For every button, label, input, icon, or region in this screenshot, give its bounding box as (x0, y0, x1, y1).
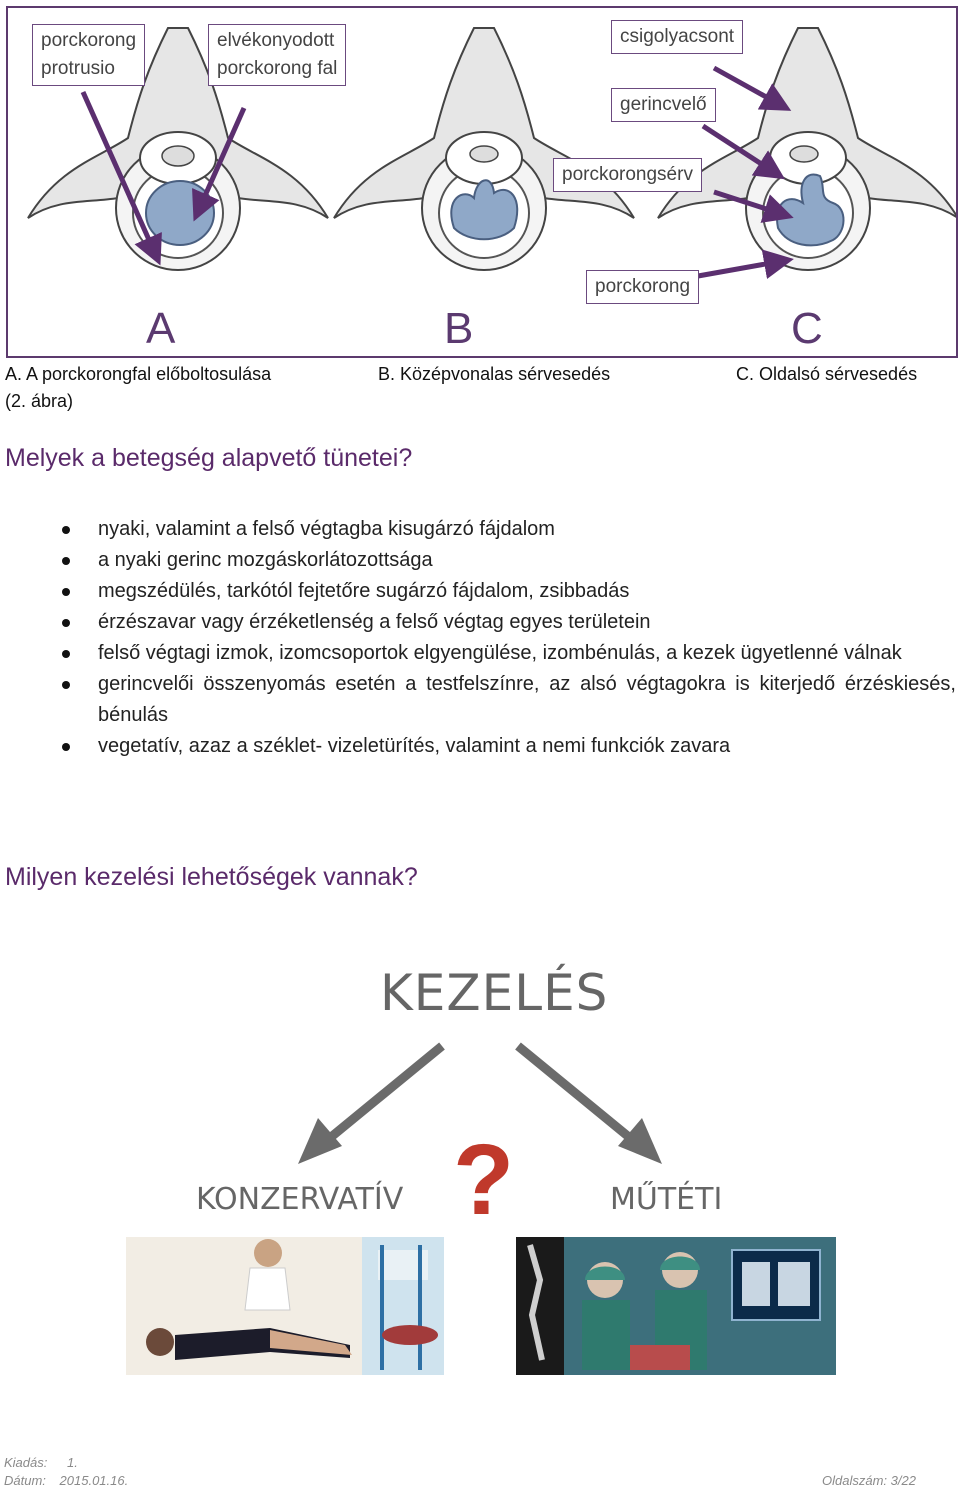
surgery-photo (516, 1237, 836, 1375)
footer-date (4, 1473, 128, 1488)
symptom-item: felső végtagi izmok, izomcsoportok elgyengülése, izombénulás, a kezek ügyetlenné válnak (60, 638, 956, 669)
callout-disc: porckorong (586, 270, 699, 304)
symptom-item: érzészavar vagy érzéketlenség a felső végtag egyes területein (60, 607, 956, 638)
symptom-item: gerincvelői összenyomás esetén a testfelszínre, az alsó végtagokra is kiterjedő érzéskiesés, bénulás (60, 669, 956, 731)
label-surgical: MŰTÉTI (610, 1182, 723, 1217)
caption-b: B. Középvonalas sérvesedés (378, 364, 611, 384)
label-conservative: KONZERVATÍV (196, 1182, 404, 1217)
caption-a: A. A porckorongfal előboltosulása (5, 364, 272, 384)
issue-value: 1. (67, 1455, 78, 1470)
treatment-heading: Milyen kezelési lehetőségek vannak? (5, 863, 418, 891)
question-mark-icon: ? (453, 1124, 515, 1236)
label-c: C (791, 304, 823, 353)
callout-hernia: porckorongsérv (553, 158, 702, 192)
symptom-item: nyaki, valamint a felső végtagba kisugárzó fájdalom (60, 514, 956, 545)
spine-figure (6, 6, 958, 358)
date-value: 2015.01.16. (59, 1473, 129, 1488)
label-a: A (146, 304, 176, 353)
footer-page-number: Oldalszám: 3/22 (822, 1473, 916, 1488)
right-arrow (518, 1046, 662, 1164)
caption-c: C. Oldalsó sérvesedés (736, 364, 918, 384)
symptom-item: vegetatív, azaz a széklet- vizeletürítés, valamint a nemi funkciók zavara (60, 731, 956, 762)
physiotherapy-photo (126, 1237, 444, 1375)
footer-issue (4, 1455, 78, 1470)
symptoms-list (60, 514, 956, 762)
vertebra-b (334, 28, 634, 270)
label-b: B (444, 304, 474, 353)
treatment-diagram (120, 950, 840, 1390)
vertebra-c (658, 28, 956, 270)
left-arrow (298, 1046, 442, 1164)
symptom-item: megszédülés, tarkótól fejtetőre sugárzó fájdalom, zsibbadás (60, 576, 956, 607)
symptoms-heading: Melyek a betegség alapvető tünetei? (5, 444, 413, 472)
callout-spinal-cord: gerincvelő (611, 88, 716, 122)
issue-label: Kiadás: (4, 1455, 48, 1470)
callout-vertebra: csigolyacsont (611, 20, 743, 54)
date-label: Dátum: (4, 1473, 46, 1488)
callout-protrusion: porckorong protrusio (32, 24, 145, 86)
symptom-item: a nyaki gerinc mozgáskorlátozottsága (60, 545, 956, 576)
callout-thin-wall: elvékonyodott porckorong fal (208, 24, 346, 86)
treatment-title: KEZELÉS (380, 964, 609, 1022)
figure-number: (2. ábra) (5, 391, 74, 411)
